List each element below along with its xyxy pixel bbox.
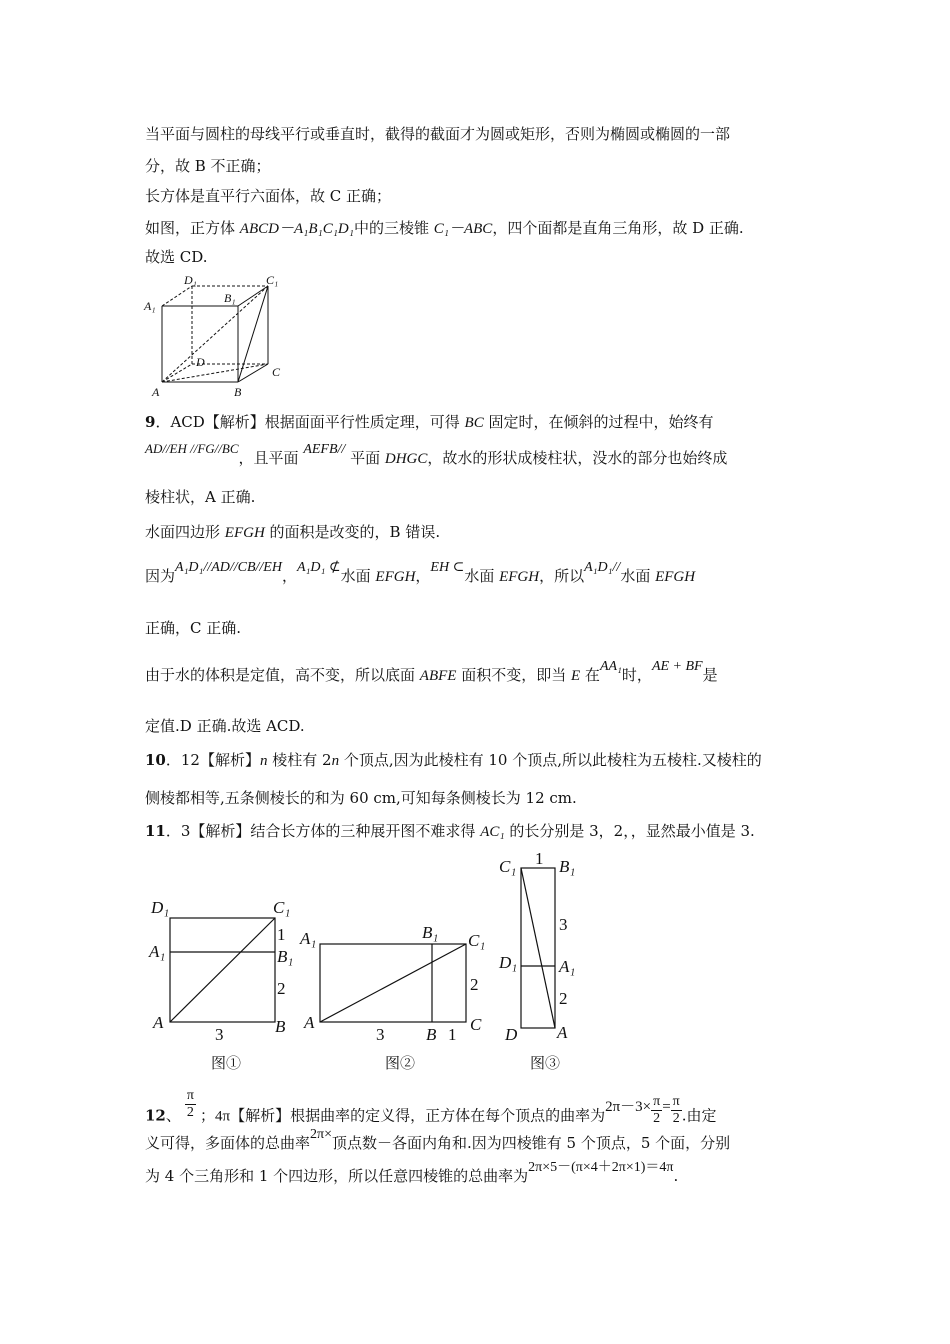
text-line: 11．3【解析】结合长方体的三种展开图不难求得 AC₁ 的长分别是 3，2，，显然最小值是 3. <box>145 822 755 840</box>
text-line: AD//EH //FG//BC，且平面 AEFB// 平面 DHGC，故水的形状成棱柱状，没水的部分也始终成 <box>145 441 728 467</box>
text-line: 为 4 个三角形和 1 个四边形，所以任意四棱锥的总曲率为2π×5－(π×4＋2π×1)＝4π. <box>145 1160 679 1185</box>
text-line: 正确，C 正确. <box>145 619 242 637</box>
text-line: 9．ACD【解析】根据面面平行性质定理，可得 BC 固定时，在倾斜的过程中，始终有 <box>145 413 714 431</box>
label: B₁ <box>422 923 439 942</box>
label: C₁ <box>266 273 279 287</box>
label: 1 <box>448 1025 457 1044</box>
label: A₁ <box>559 957 576 976</box>
text-line: 分，故 B 不正确； <box>145 157 271 175</box>
text-line: 长方体是直平行六面体，故 C 正确； <box>145 187 392 205</box>
label: B₁ <box>277 947 294 966</box>
label: A <box>152 385 160 399</box>
label: A₁ <box>144 299 156 313</box>
figure-2 <box>300 920 500 1050</box>
label: D₁ <box>184 273 197 287</box>
label: C₁ <box>273 898 291 917</box>
figure-caption: 图② <box>385 1054 416 1072</box>
text-line: 10．12【解析】n 棱柱有 2n 个顶点,因为此棱柱有 10 个顶点,所以此棱柱为五棱柱.又棱柱的 <box>145 751 762 769</box>
fraction: $\frac{\pi}{2}$ <box>653 1094 661 1126</box>
label: C₁ <box>468 931 486 950</box>
label: C₁ <box>499 857 517 876</box>
label: D <box>196 355 205 369</box>
label: 3 <box>215 1025 224 1044</box>
figure-3 <box>495 848 595 1048</box>
text-line: 棱柱状，A 正确. <box>145 488 256 506</box>
label: B <box>275 1017 286 1036</box>
fraction: $\frac{\pi}{2}$ <box>672 1094 680 1126</box>
text-line: 当平面与圆柱的母线平行或垂直时，截得的截面才为圆或矩形，否则为椭圆或椭圆的一部 <box>145 125 731 143</box>
fraction: $\frac{\pi}{2}$ <box>186 1088 194 1120</box>
label: 3 <box>376 1025 385 1044</box>
label: 2 <box>559 989 568 1008</box>
text-line: 因为A₁D₁//AD//CB//EH，A₁D₁ ⊄水面 EFGH，EH ⊂水面 EFGH，所以A₁D₁//水面 EFGH <box>145 560 696 585</box>
label: 1 <box>535 849 544 868</box>
label: A₁ <box>149 942 166 961</box>
figure-1 <box>145 890 305 1050</box>
label: B <box>426 1025 437 1044</box>
text-line: 侧棱都相等,五条侧棱长的和为 60 cm,可知每条侧棱长为 12 cm. <box>145 789 577 807</box>
text-line: 12、 $\frac{\pi}{2}$ ；4π【解析】根据曲率的定义得，正方体在每个顶点的曲率为2π－3× $\frac{\pi}{2}$ = $\frac{\pi}{2}$ .由定 <box>145 1088 717 1126</box>
label: 1 <box>277 925 286 944</box>
label: 2 <box>470 975 479 994</box>
label: C <box>470 1015 482 1034</box>
label: 2 <box>277 979 286 998</box>
label: D <box>505 1025 518 1044</box>
label: B₁ <box>559 857 576 876</box>
cube-figure <box>140 272 290 400</box>
label: 3 <box>559 915 568 934</box>
text-line: 故选 CD. <box>145 248 208 266</box>
label: A₁ <box>300 929 317 948</box>
label: D₁ <box>499 953 518 972</box>
text-line: 如图，正方体 ABCD－A₁B₁C₁D₁中的三棱锥 C₁－ABC，四个面都是直角三角形，故 D 正确. <box>145 219 744 237</box>
figure-caption: 图① <box>211 1054 242 1072</box>
text-line: 定值.D 正确.故选 ACD. <box>145 717 305 735</box>
label: D₁ <box>151 898 170 917</box>
label: B₁ <box>224 291 236 305</box>
label: A <box>557 1023 568 1042</box>
text-line: 义可得，多面体的总曲率2π×顶点数－各面内角和.因为四棱锥有 5 个顶点，5 个面，分别 <box>145 1127 731 1152</box>
label: B <box>234 385 242 399</box>
text-line: 水面四边形 EFGH 的面积是改变的，B 错误. <box>145 523 441 541</box>
label: C <box>272 365 281 379</box>
label: A <box>153 1013 164 1032</box>
text-line: 由于水的体积是定值，高不变，所以底面 ABFE 面积不变，即当 E 在AA₁时，AE + BF是 <box>145 659 718 684</box>
label: A <box>304 1013 315 1032</box>
figure-caption: 图③ <box>530 1054 561 1072</box>
